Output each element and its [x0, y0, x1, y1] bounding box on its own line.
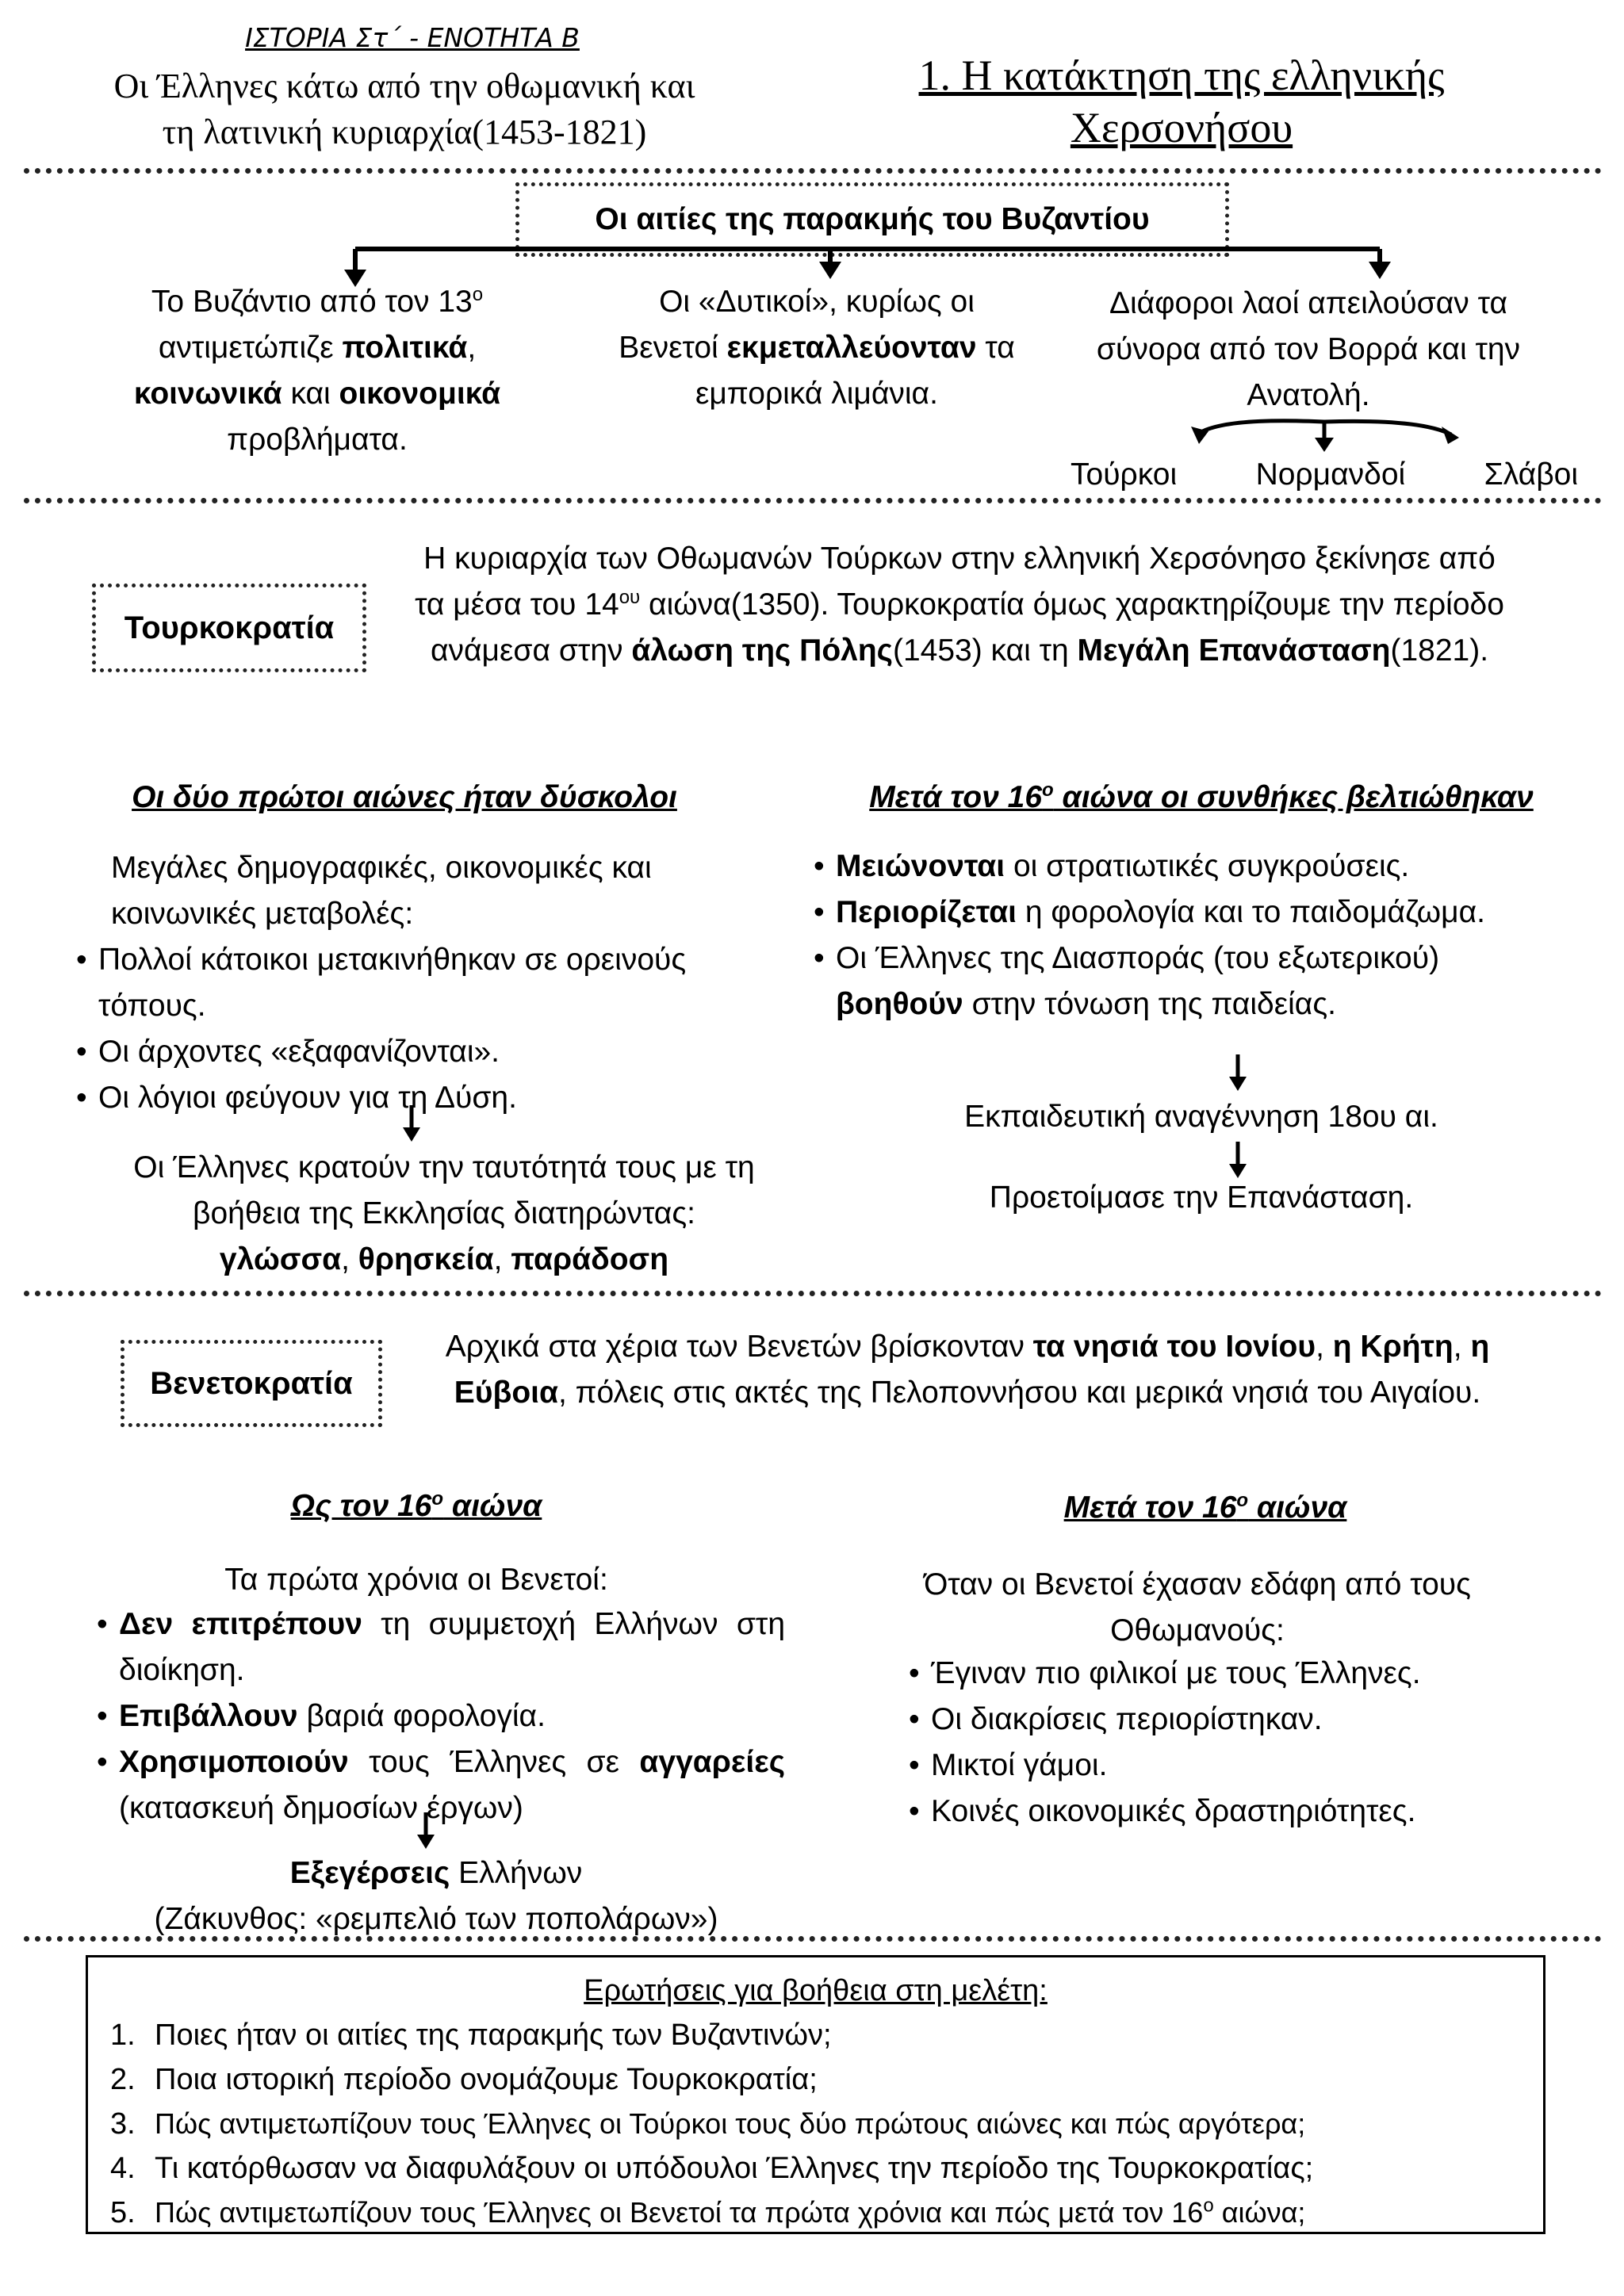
questions-list: [110, 2013, 1543, 2235]
turkish-left-result-values: [95, 1237, 793, 1283]
bullet-text: (κατασκευή δημοσίων έργων): [119, 1791, 523, 1825]
cause-1: [87, 279, 547, 463]
question-text: Τι κατόρθωσαν να διαφυλάξουν οι υπόδουλοι Έλληνες την περίοδο της Τουρκοκρατίας;: [155, 2152, 1314, 2185]
turkish-left-heading: Οι δύο πρώτοι αιώνες ήταν δύσκολοι: [132, 780, 677, 814]
turkish-right-step2: Προετοίμασε την Επανάσταση.: [989, 1181, 1414, 1215]
unit-title-line2: τη λατινική κυριαρχία(1453-1821): [162, 113, 647, 151]
question-text: Πώς αντιμετωπίζουν τους Έλληνες οι Βενετοί τα πρώτα χρόνια και πώς μετά τον 16: [155, 2196, 1204, 2229]
bullet-bold: Περιορίζεται: [836, 895, 1017, 929]
venetian-left-heading-sup: ο: [431, 1488, 444, 1510]
turkish-right-heading: [809, 780, 1594, 815]
separator: ,: [341, 1242, 358, 1276]
bullet-text: Οι Έλληνες της Διασποράς (του εξωτερικού): [836, 941, 1440, 975]
list-item: [92, 1693, 785, 1739]
turkish-intro: [412, 536, 1507, 674]
venetian-intro-bold-euboea: η Εύβοια: [454, 1330, 1490, 1410]
unit-title-line1: Οι Έλληνες κάτω από την οθωμανική και: [113, 67, 695, 105]
list-item: [809, 890, 1570, 936]
venetian-left-intro: Τα πρώτα χρόνια οι Βενετοί:: [224, 1563, 608, 1597]
venetian-intro-text-b: , πόλεις στις ακτές της Πελοποννήσου και μερικά νησιά του Αιγαίου.: [557, 1376, 1481, 1410]
cause-1-bold-economic: οικονομικά: [339, 377, 501, 411]
divider-3: [24, 1291, 1602, 1296]
turkish-right-heading-sup: ο: [1042, 779, 1054, 801]
cause-1-bold-social: κοινωνικά: [133, 377, 282, 411]
question-item: [110, 2146, 1543, 2191]
venetian-left-bullets: [92, 1601, 785, 1831]
bullet-text: στην τόνωση της παιδείας.: [963, 987, 1336, 1021]
venetian-intro-sep: ,: [1453, 1330, 1471, 1364]
venetian-left-heading-a: Ως τον 16: [290, 1489, 432, 1523]
turkish-right-block: [833, 844, 1570, 1027]
question-item: [110, 2102, 1543, 2146]
result-bold: Εξεγέρσεις: [289, 1856, 450, 1890]
value-tradition: παράδοση: [511, 1242, 669, 1276]
cause-3-text: Διάφοροι λαοί απειλούσαν τα σύνορα από τον Βορρά και την Ανατολή.: [1096, 286, 1521, 412]
bullet-bold: Επιβάλλουν: [119, 1699, 298, 1733]
people-normans: Νορμανδοί: [1255, 457, 1406, 492]
arrow-down-icon: [400, 1105, 423, 1143]
bullet-text: οι στρατιωτικές συγκρούσεις.: [1005, 849, 1410, 883]
venetian-right-heading-sup: ο: [1236, 1490, 1249, 1511]
divider-2: [24, 498, 1602, 503]
divider-4: [24, 1936, 1602, 1942]
list-item: • Κοινές οικονομικές δραστηριότητες.: [904, 1789, 1586, 1835]
cause-1-text-d: και: [282, 377, 339, 411]
venetian-right-intro: Όταν οι Βενετοί έχασαν εδάφη από τους Οθωμανούς:: [924, 1567, 1471, 1647]
people-turks: Τούρκοι: [1071, 457, 1178, 492]
question-text: Πώς αντιμετωπίζουν τους Έλληνες οι Τούρκοι τους δύο πρώτους αιώνες και πώς αργότερα;: [155, 2107, 1306, 2140]
question-sup: ο: [1203, 2195, 1214, 2217]
turkish-right-heading-a: Μετά τον 16: [869, 780, 1043, 814]
question-number: 2.: [110, 2063, 136, 2096]
venetian-right-heading-b: αιώνα: [1248, 1490, 1347, 1525]
turkish-right-heading-b: αιώνα οι συνθήκες βελτιώθηκαν: [1053, 780, 1534, 814]
question-text: Ποιες ήταν οι αιτίες της παρακμής των Βυζαντινών;: [155, 2019, 832, 2052]
bullet-text: τη συμμετοχή Ελλήνων στη διοίκηση.: [119, 1607, 786, 1687]
lesson-title-line2: Χερσονήσου: [1070, 104, 1293, 151]
venetian-left-block: [92, 1601, 785, 1831]
turkish-intro-text-c: (1453) και τη: [892, 633, 1078, 668]
venetian-right-heading: [856, 1490, 1554, 1525]
venetian-intro: [420, 1324, 1515, 1416]
bullet-text: βαριά φορολογία.: [297, 1699, 546, 1733]
bullet-text: η φορολογία και το παιδομάζωμα.: [1017, 895, 1485, 929]
turkish-right-step1: Εκπαιδευτική αναγέννηση 18ου αι.: [964, 1100, 1438, 1134]
list-item: [809, 844, 1570, 890]
list-item: [92, 1739, 785, 1831]
question-number: 1.: [110, 2019, 136, 2052]
cause-1-text-a: Το Βυζάντιο από τον 13: [151, 285, 473, 319]
causes-title: Οι αιτίες της παρακμής του Βυζαντίου: [595, 202, 1150, 236]
venetian-intro-bold-crete: η Κρήτη: [1332, 1330, 1454, 1364]
question-item: [110, 2013, 1543, 2057]
question-text: Ποια ιστορική περίοδο ονομάζουμε Τουρκοκρατία;: [155, 2063, 818, 2096]
venetian-left-heading-b: αιώνα: [443, 1489, 542, 1523]
venetian-intro-text-a: Αρχικά στα χέρια των Βενετών βρίσκονταν: [445, 1330, 1033, 1364]
value-religion: θρησκεία: [358, 1242, 494, 1276]
questions-title: Ερωτήσεις για βοήθεια στη μελέτη:: [584, 1974, 1048, 2007]
list-item: [809, 936, 1570, 1027]
arrow-down-icon: [1226, 1142, 1250, 1180]
bullet-bold: Μειώνονται: [836, 849, 1005, 883]
question-text: αιώνα;: [1213, 2196, 1306, 2229]
venetian-left-heading: [87, 1489, 745, 1524]
turkish-intro-sup: ου: [619, 587, 641, 608]
list-item: • Πολλοί κάτοικοι μετακινήθηκαν σε ορεινούς τόπους.: [71, 937, 801, 1029]
cause-2-bold: εκμεταλλεύονταν: [726, 331, 977, 365]
question-number: 4.: [110, 2152, 136, 2185]
venetian-left-result-note: (Ζάκυνθος: «ρεμπελιό των ποπολάρων»): [154, 1902, 718, 1936]
cause-3: [1055, 281, 1562, 419]
cause-2: [611, 279, 1023, 417]
arrow-down-icon: [1226, 1054, 1250, 1093]
questions-box: [86, 1955, 1545, 2234]
list-item: • Οι άρχοντες «εξαφανίζονται».: [71, 1029, 801, 1075]
cause-1-bold-political: πολιτικά: [342, 331, 468, 365]
cause-1-text-e: προβλήματα.: [227, 423, 408, 457]
bullet-bold: Χρησιμοποιούν: [119, 1745, 349, 1779]
turkish-label: Τουρκοκρατία: [124, 610, 335, 645]
question-number: 3.: [110, 2107, 136, 2141]
venetian-right-heading-a: Μετά τον 16: [1063, 1490, 1237, 1525]
arrow-down-icon: [414, 1812, 438, 1850]
venetian-label-box: [121, 1340, 382, 1427]
cause-2-text-a: Οι «Δυτικοί», κυρίως οι Βενετοί: [619, 285, 975, 365]
bullet-bold: Δεν επιτρέπουν: [119, 1607, 362, 1641]
turkish-intro-bold-revolution: Μεγάλη Επανάσταση: [1077, 633, 1391, 668]
bullet-bold: αγγαρείες: [639, 1745, 785, 1779]
value-language: γλώσσα: [219, 1242, 342, 1276]
cause-1-text-c: ,: [467, 331, 477, 365]
question-item: [110, 2191, 1543, 2235]
venetian-intro-sep: ,: [1316, 1330, 1333, 1364]
subject-title: ΙΣΤΟΡΙΑ Στ΄ - ΕΝΟΤΗΤΑ Β: [245, 22, 580, 53]
turkish-left-block: [87, 845, 801, 1121]
lesson-title-line1: 1. Η κατάκτηση της ελληνικής: [918, 52, 1445, 99]
turkish-right-bullets: [809, 844, 1570, 1027]
turkish-label-box: [92, 584, 366, 672]
turkish-left-bullets: [71, 937, 801, 1121]
cause-1-sup: ο: [472, 284, 484, 305]
turkish-intro-text-d: (1821).: [1390, 633, 1489, 668]
turkish-left-intro: Μεγάλες δημογραφικές, οικονομικές και κοινωνικές μεταβολές:: [111, 851, 652, 931]
people-slavs: Σλάβοι: [1484, 457, 1578, 492]
result-text: Ελλήνων: [450, 1856, 583, 1890]
venetian-left-result-text: [87, 1850, 785, 1896]
bullet-bold: βοηθούν: [836, 987, 963, 1021]
turkish-left-result: [95, 1145, 793, 1283]
list-item: • Έγιναν πιο φιλικοί με τους Έλληνες.: [904, 1651, 1586, 1697]
turkish-left-result-text: Οι Έλληνες κρατούν την ταυτότητά τους με τη βοήθεια της Εκκλησίας διατηρώντας:: [133, 1150, 755, 1230]
venetian-left-result: [87, 1850, 785, 1942]
question-number: 5.: [110, 2196, 136, 2229]
separator: ,: [493, 1242, 511, 1276]
list-item: • Οι λόγιοι φεύγουν για τη Δύση.: [71, 1075, 801, 1121]
venetian-intro-bold-ionian: τα νησιά του Ιονίου: [1032, 1330, 1316, 1364]
list-item: • Οι διακρίσεις περιορίστηκαν.: [904, 1697, 1586, 1743]
peoples-row: [1071, 452, 1578, 498]
cause-1-text-b: αντιμετώπιζε: [158, 331, 343, 365]
list-item: [92, 1601, 785, 1693]
question-item: [110, 2057, 1543, 2102]
turkish-intro-text-a: Η κυριαρχία των Οθωμανών Τούρκων στην ελληνική Χερσόνησο ξεκίνησε από τα μέσα του 14: [415, 541, 1496, 622]
venetian-label: Βενετοκρατία: [150, 1365, 353, 1401]
list-item: • Μικτοί γάμοι.: [904, 1743, 1586, 1789]
bullet-text: τους Έλληνες σε: [348, 1745, 640, 1779]
turkish-intro-bold-fall: άλωση της Πόλης: [631, 633, 893, 668]
cause-2-text-b: τα εμπορικά λιμάνια.: [695, 331, 1015, 411]
turkish-intro-text-b: αιώνα(1350). Τουρκοκρατία όμως χαρακτηρίζουμε την περίοδο ανάμεσα στην: [430, 587, 1504, 668]
venetian-right-block: [904, 1651, 1586, 1835]
venetian-right-bullets: [904, 1651, 1586, 1835]
